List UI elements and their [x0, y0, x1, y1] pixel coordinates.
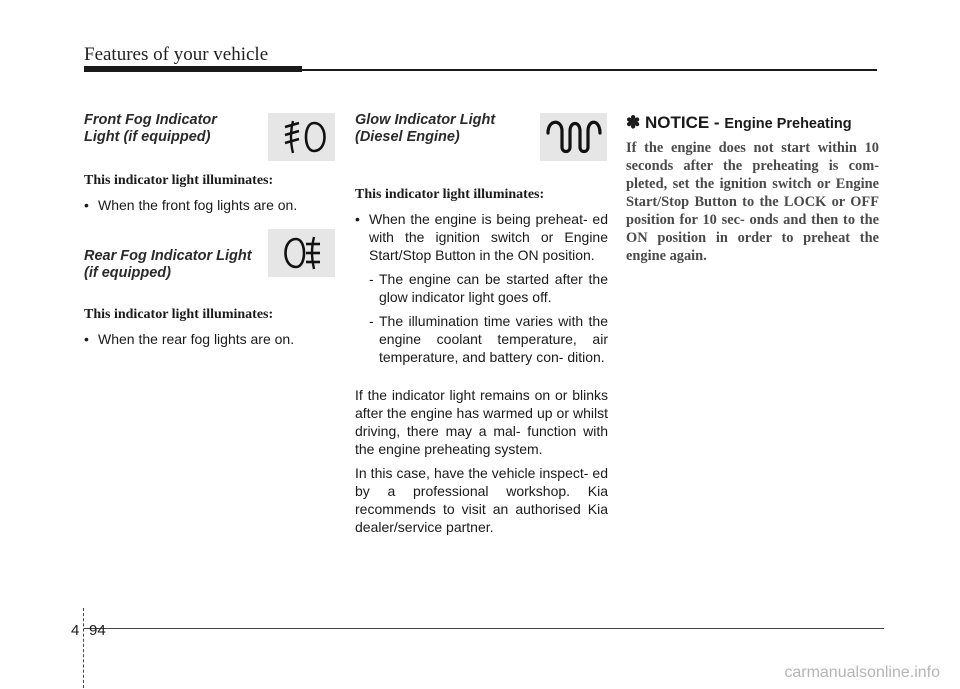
footer-rule	[84, 628, 884, 629]
chapter-number: 4	[71, 622, 80, 639]
glow-paragraph-2: In this case, have the vehicle inspect- ed by a professional workshop. Kia recommends to visit an authorised Kia dealer/service partner.	[355, 465, 608, 535]
notice-heading	[626, 112, 879, 135]
front-fog-bullet: • When the front fog lights are on.	[84, 197, 298, 213]
header-title: Features of your vehicle	[84, 44, 269, 65]
header-bar-thin	[302, 69, 877, 71]
glow-bullet: • When the engine is being preheat- ed with the ignition switch or Engine Start/Stop Button in the ON position.	[355, 211, 608, 263]
glow-dash-2: - The illumination time varies with the engine coolant temperature, air temperature, and battery con- dition.	[369, 313, 608, 365]
watermark: carmanualsonline.info	[784, 664, 940, 681]
glow-title: Glow Indicator Light (Diesel Engine)	[355, 112, 496, 145]
rear-fog-subhead: This indicator light illuminates:	[84, 307, 274, 322]
notice-body: If the engine does not start within 10 seconds after the preheating is com- pleted, set the ignition switch or Engine Start/Stop Button to the LOCK or OFF position for 10 sec- onds and then to the ON position in order to preheat the engine again.	[626, 140, 879, 264]
front-fog-title: Front Fog Indicator Light (if equipped)	[84, 112, 217, 145]
header-bar-thick	[84, 66, 302, 72]
rear-fog-icon	[268, 229, 335, 277]
notice-symbol: ✽	[626, 113, 641, 132]
rear-fog-title: Rear Fog Indicator Light (if equipped)	[84, 248, 252, 281]
rear-fog-bullet: • When the rear fog lights are on.	[84, 331, 295, 347]
glow-paragraph-1: If the indicator light remains on or blinks after the engine has warmed up or whilst driving, there may a mal- function with the engine preheating system.	[355, 387, 608, 457]
notice-topic: Engine Preheating	[724, 116, 852, 132]
front-fog-icon	[268, 113, 335, 161]
footer-divider	[83, 608, 85, 688]
page-number: 94	[89, 622, 106, 639]
front-fog-subhead: This indicator light illuminates:	[84, 173, 274, 188]
glow-subhead: This indicator light illuminates:	[355, 187, 545, 202]
column-middle	[355, 112, 608, 536]
glow-coil-icon	[540, 113, 607, 161]
column-right	[626, 112, 879, 265]
notice-label: NOTICE -	[644, 113, 720, 132]
glow-dash-1: - The engine can be started after the glow indicator light goes off.	[369, 271, 608, 305]
